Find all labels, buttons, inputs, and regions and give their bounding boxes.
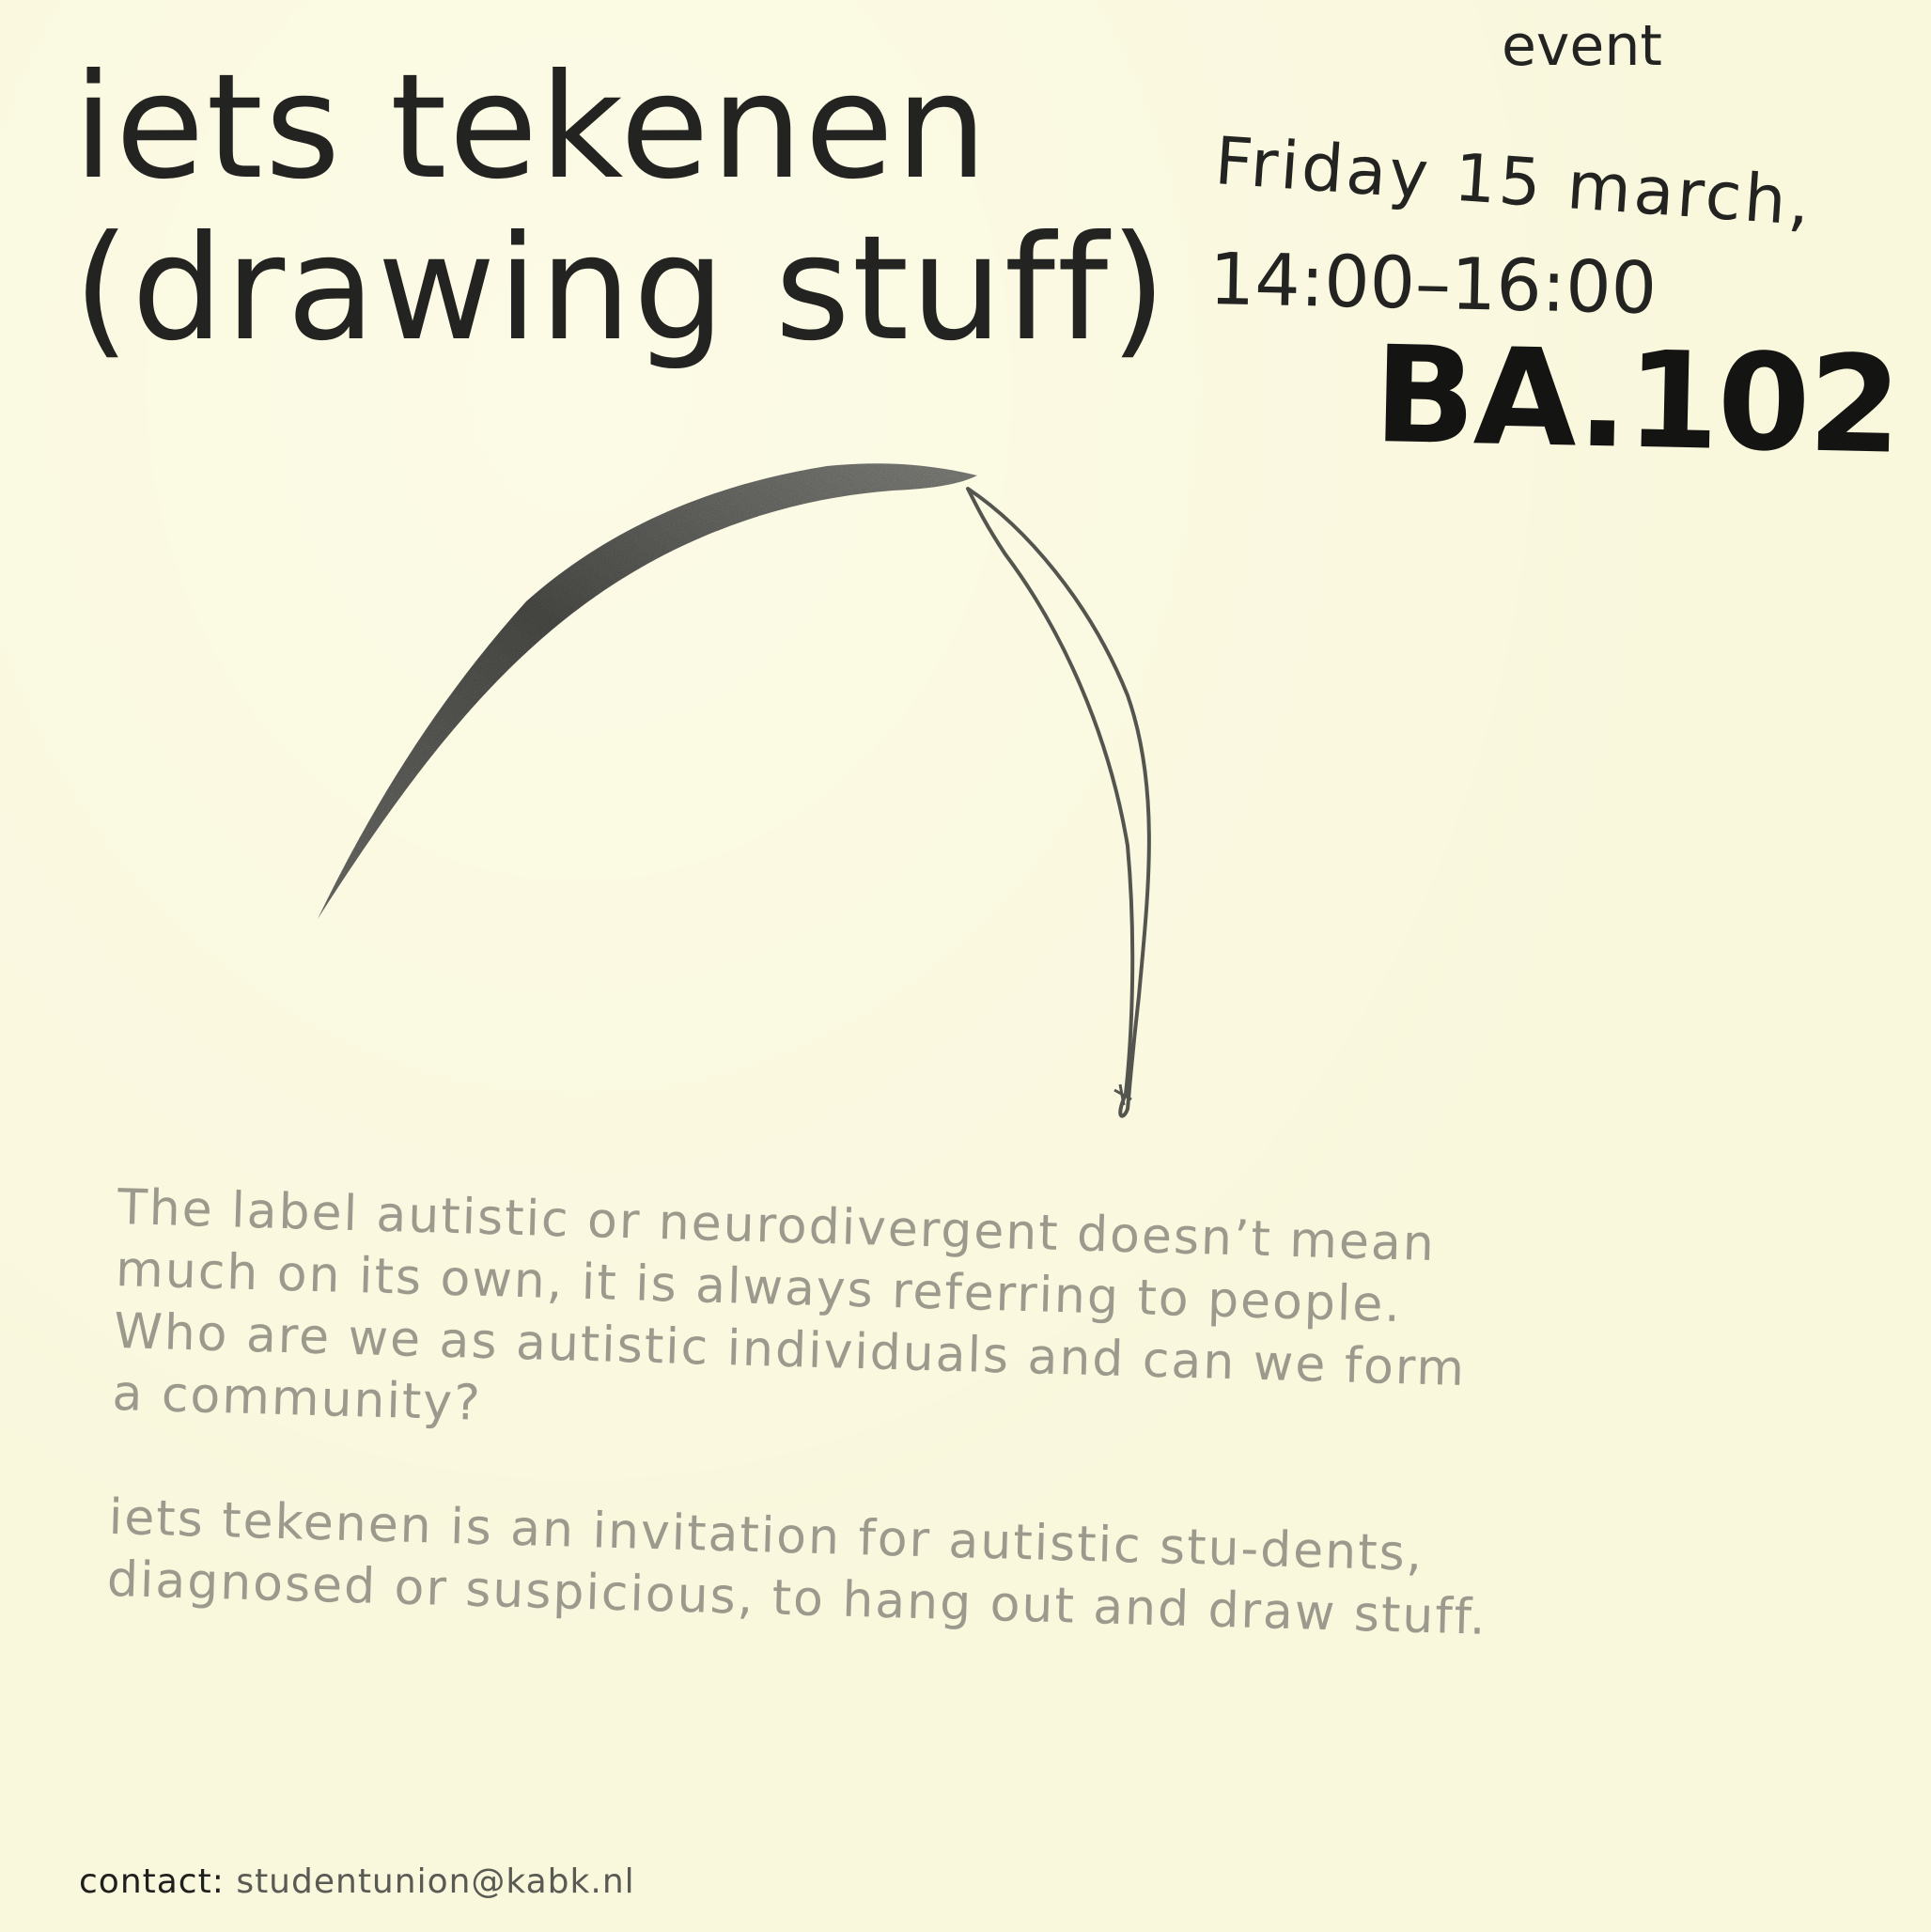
outline-stroke: [968, 489, 1149, 1116]
event-date: Friday 15 march,: [1212, 122, 1815, 242]
title-line-dutch: iets tekenen: [73, 43, 989, 211]
description-paragraph-1: The label autistic or neurodivergent doesn’t mean much on its own, it is always referring to people. Who are we as autistic individuals and can we form a community?: [111, 1178, 1467, 1432]
description: [104, 1176, 1508, 1711]
contact-label: contact:: [79, 1862, 225, 1901]
shaded-stroke: [318, 463, 977, 919]
title-line-english: (drawing stuff): [73, 205, 1169, 373]
contact-line: [79, 1862, 635, 1901]
event-room: BA.102: [1372, 318, 1902, 484]
event-label: event: [1502, 13, 1662, 79]
description-paragraph-2: iets tekenen is an invitation for autistic stu-dents, diagnosed or suspicious, to hang out and draw stuff.: [106, 1488, 1488, 1646]
contact-email-link[interactable]: studentunion@kabk.nl: [236, 1862, 635, 1901]
event-time: 14:00–16:00: [1208, 237, 1658, 330]
